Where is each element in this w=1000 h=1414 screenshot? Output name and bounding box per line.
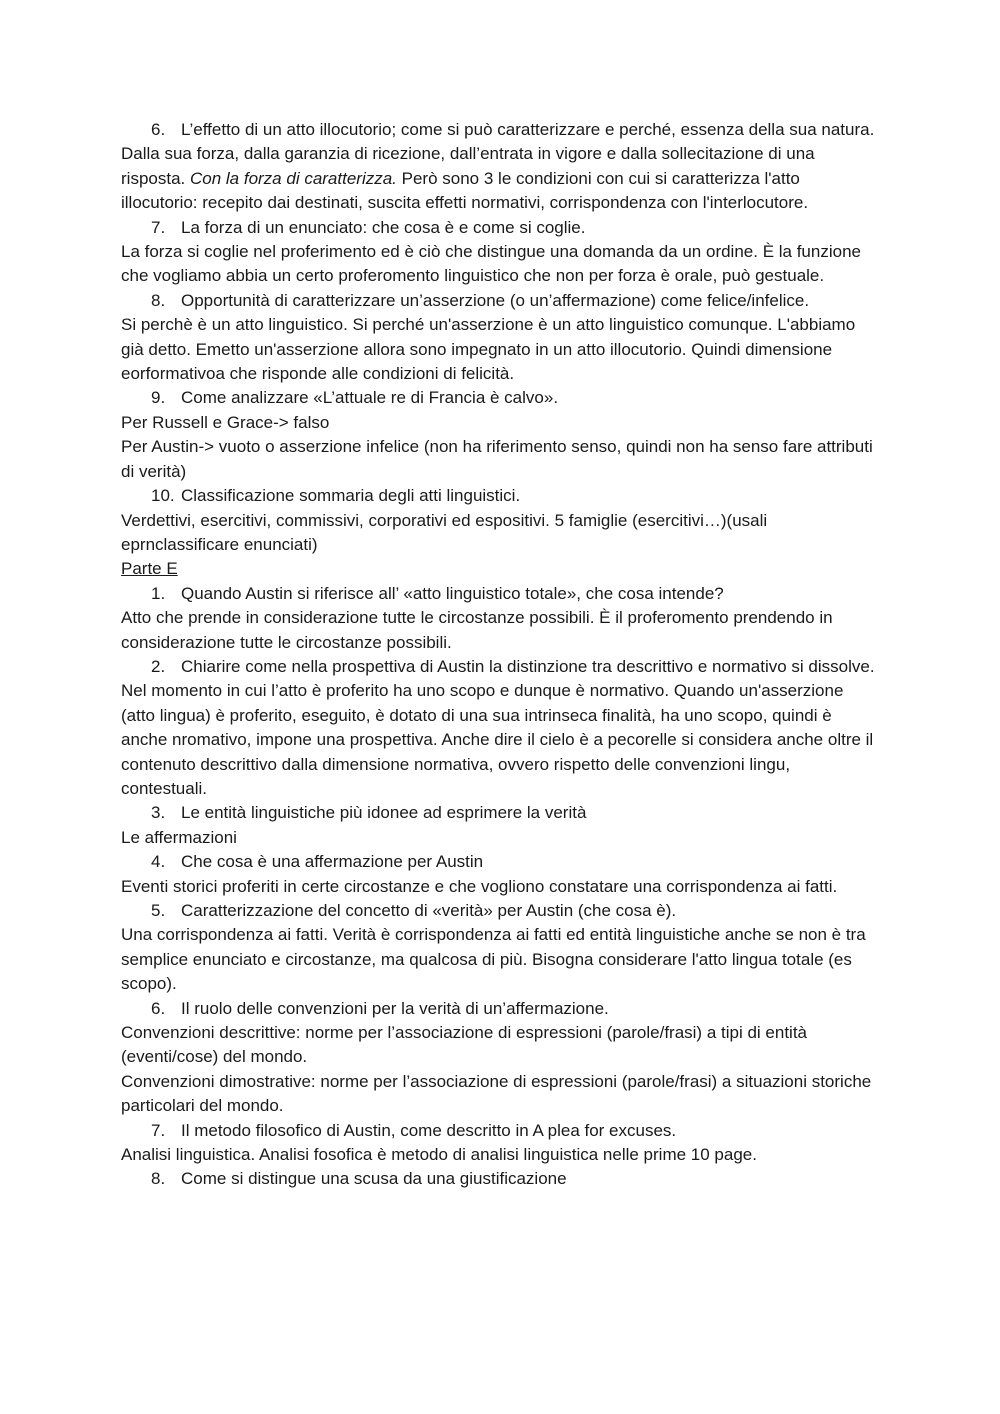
answer-paragraph — [121, 142, 880, 215]
question-item — [151, 850, 880, 874]
answer-text: Per Austin-> vuoto o asserzione infelice (non ha riferimento senso, quindi non ha senso fare attributi di verità) — [121, 437, 873, 481]
answer-text: Verdettivi, esercitivi, commissivi, corporativi ed espositivi. 5 famiglie (esercitivi…)(usali eprnclassificare enunciati) — [121, 510, 768, 554]
answer-text: Per Russell e Grace-> falso — [121, 412, 330, 432]
answer-paragraph — [121, 1070, 880, 1119]
question-text: La forza di un enunciato: che cosa è e come si coglie. — [181, 217, 586, 237]
question-item — [151, 289, 880, 313]
document-body — [121, 118, 880, 1192]
question-item — [151, 899, 880, 923]
section-heading — [121, 557, 880, 581]
question-text: Classificazione sommaria degli atti linguistici. — [181, 486, 521, 506]
answer-paragraph — [121, 240, 880, 289]
question-text: Le entità linguistiche più idonee ad esprimere la verità — [181, 803, 587, 823]
question-number: 5. — [151, 901, 166, 920]
answer-paragraph — [121, 313, 880, 386]
answer-paragraph — [121, 509, 880, 558]
question-item — [151, 216, 880, 240]
question-item — [151, 582, 880, 606]
answer-paragraph — [121, 875, 880, 899]
question-item — [151, 997, 880, 1021]
question-number: 1. — [151, 583, 166, 603]
answer-text: Dalla sua forza, dalla garanzia di ricezione, dall’entrata in vigore e dalla sollecitazione di una risposta. — [121, 144, 815, 188]
answer-text: Convenzioni descrittive: norme per l’associazione di espressioni (parole/frasi) a tipi di entità (eventi/cose) del mondo. — [121, 1023, 807, 1067]
question-item — [151, 1167, 880, 1191]
question-number: 6. — [151, 120, 166, 139]
question-item — [151, 655, 880, 679]
answer-paragraph — [121, 679, 880, 801]
question-number: 3. — [151, 803, 166, 823]
answer-text: Le affermazioni — [121, 827, 237, 847]
answer-text: La forza si coglie nel proferimento ed è ciò che distingue una domanda da un ordine. È la funzione che vogliamo abbia un certo proferomento linguistico che non per forza è orale, può gestuale. — [121, 242, 861, 286]
question-text: Che cosa è una affermazione per Austin — [181, 852, 484, 872]
question-item — [151, 801, 880, 825]
question-text: Quando Austin si riferisce all’ «atto linguistico totale», che cosa intende? — [181, 583, 724, 603]
section-heading-text: Parte E — [121, 559, 178, 579]
answer-paragraph — [121, 435, 880, 484]
question-item — [151, 118, 880, 142]
answer-text: Una corrispondenza ai fatti. Verità è corrispondenza ai fatti ed entità linguistiche anche se non è tra semplice enunciato e circostanze, ma qualcosa di più. Bisogna considerare l'atto lingua totale (es scopo). — [121, 925, 866, 994]
answer-paragraph — [121, 606, 880, 655]
question-text: Chiarire come nella prospettiva di Austin la distinzione tra descrittivo e normativo si dissolve. — [181, 656, 875, 676]
question-item — [151, 1119, 880, 1143]
question-item — [151, 386, 880, 410]
question-number: 7. — [151, 217, 166, 237]
answer-italic-text: Con la forza di caratterizza. — [189, 168, 397, 188]
answer-text: Si perchè è un atto linguistico. Si perché un'asserzione è un atto linguistico comunque. L'abbiamo già detto. Emetto un'asserzione allora sono impegnato in un atto illocutorio. Quindi dimensione eorformativoa che risponde alle condizioni di felicità. — [121, 315, 856, 384]
answer-paragraph — [121, 826, 880, 850]
question-number: 2. — [151, 656, 166, 676]
question-text: Il ruolo delle convenzioni per la verità di un’affermazione. — [181, 998, 609, 1018]
question-number: 6. — [151, 998, 166, 1018]
answer-text-continued: Però sono 3 le condizioni con cui si caratterizza l'atto illocutorio: recepito dai destinati, suscita effetti normativi, corrispondenza con l'interlocutore. — [121, 168, 809, 213]
question-number: 9. — [151, 388, 166, 408]
answer-paragraph — [121, 1021, 880, 1070]
question-text: Come analizzare «L’attuale re di Francia è calvo». — [181, 388, 559, 408]
question-number: 8. — [151, 1169, 166, 1189]
question-number: 10. — [151, 486, 175, 506]
question-text: Come si distingue una scusa da una giustificazione — [181, 1169, 567, 1189]
question-text: L’effetto di un atto illocutorio; come si può caratterizzare e perché, essenza della sua natura. — [181, 120, 875, 139]
question-number: 7. — [151, 1120, 166, 1140]
question-text: Opportunità di caratterizzare un’asserzione (o un’affermazione) come felice/infelice. — [181, 290, 810, 310]
answer-paragraph — [121, 1143, 880, 1167]
question-text: Il metodo filosofico di Austin, come descritto in A plea for excuses. — [181, 1120, 677, 1140]
answer-text: Atto che prende in considerazione tutte le circostanze possibili. È il proferomento prendendo in considerazione tutte le circostanze possibili. — [121, 608, 833, 652]
answer-text: Analisi linguistica. Analisi fosofica è metodo di analisi linguistica nelle prime 10 page. — [121, 1145, 757, 1165]
answer-text: Eventi storici proferiti in certe circostanze e che vogliono constatare una corrispondenza ai fatti. — [121, 876, 838, 896]
question-text: Caratterizzazione del concetto di «verità» per Austin (che cosa è). — [181, 901, 677, 920]
answer-paragraph — [121, 411, 880, 435]
answer-text: Nel momento in cui l’atto è proferito ha uno scopo e dunque è normativo. Quando un'asserzione (atto lingua) è proferito, eseguito, è dotato di una sua intrinseca finalità, ha uno scopo, quindi è anche nromativo, impone una prospettiva. Anche dire il cielo è a pecorelle si considera anche oltre il contenuto descrittivo dalla dimensione normativa, ovvero rispetto delle convenzioni lingu, contestuali. — [121, 681, 874, 798]
answer-paragraph — [121, 923, 880, 996]
answer-text: Convenzioni dimostrative: norme per l’associazione di espressioni (parole/frasi) a situazioni storiche particolari del mondo. — [121, 1071, 872, 1116]
question-number: 4. — [151, 852, 166, 872]
question-number: 8. — [151, 290, 166, 310]
question-item — [151, 484, 880, 508]
